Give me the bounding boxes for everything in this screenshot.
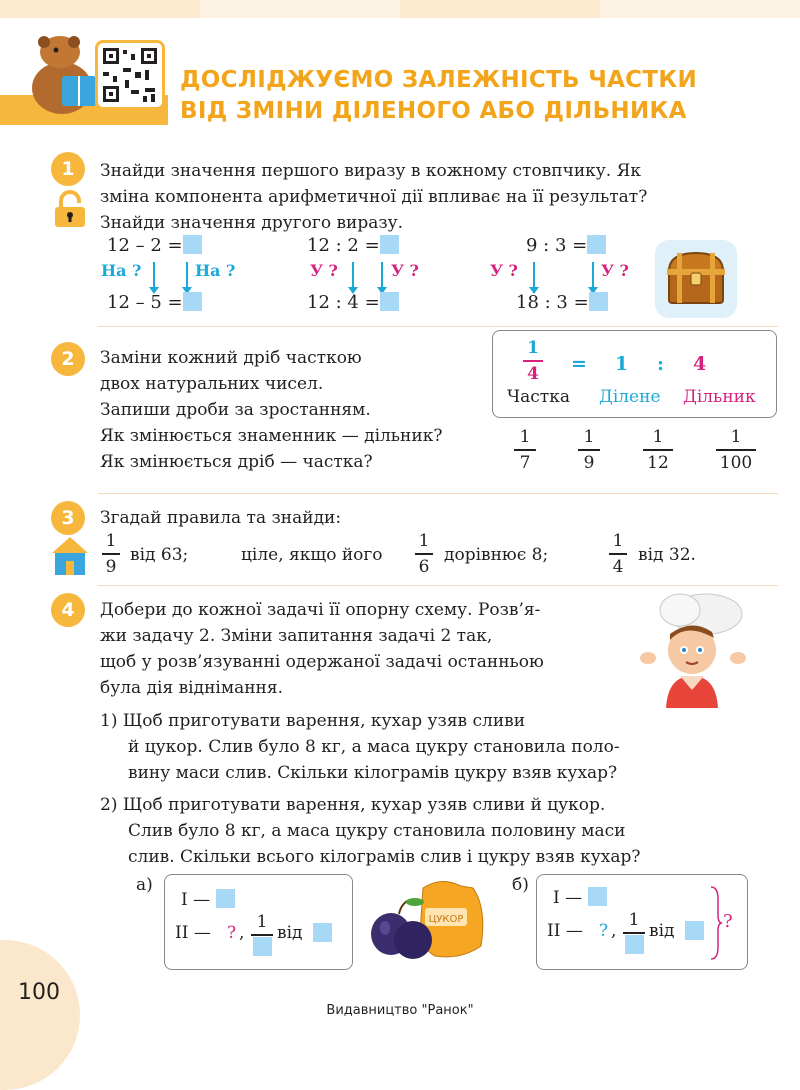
down-arrow [533,262,535,288]
top-bar-segment [600,0,800,18]
task-4-number: 4 [51,593,85,627]
scheme-question-mark: ? [599,921,609,941]
task-2-text-line: Запиши дроби за зростанням. [100,400,371,420]
fraction-bar [578,449,600,451]
legend-fraction-numerator: 1 [527,338,539,358]
fraction-numerator: 1 [105,531,117,551]
scheme-comma: , [611,921,617,941]
fraction-numerator: 1 [418,531,430,551]
legend-fraction-denominator: 4 [527,363,539,384]
arrow-label: У ? [601,261,629,280]
fraction-denominator: 9 [583,452,595,473]
scheme-a-label: а) [136,875,153,895]
answer-box[interactable] [313,923,332,942]
arrow-label: У ? [490,261,518,280]
fraction-bar [251,934,273,936]
scheme-line-2-prefix: II — [175,923,211,943]
fraction [716,426,756,474]
answer-box[interactable] [588,887,607,906]
scheme-from-box [313,923,332,943]
answer-box[interactable] [253,937,272,956]
fraction-denominator: 9 [105,556,117,577]
sugar-bag-label: ЦУКОР [428,914,464,925]
fraction-denominator: 6 [418,556,430,577]
fraction [578,426,600,474]
fraction-denominator: 4 [612,556,624,577]
divisor-label: Дільник [683,387,756,407]
answer-box[interactable] [183,235,202,254]
fraction-numerator: 1 [256,912,268,932]
task-4-text-line: Добери до кожної задачі її опорну схему. Розв’я- [100,600,541,620]
task-1-text-line: Знайди значення першого виразу в кожному стовпчику. Як [100,161,641,181]
fraction [514,426,536,474]
top-bar-segment [400,0,600,18]
fraction-denominator: 7 [519,452,531,473]
house-icon [50,535,90,577]
legend-dividend: 1 [615,353,629,375]
task-2-text-line: двох натуральних чисел. [100,374,324,394]
expression-text: 18 : 3 = [516,292,589,313]
task-4-text-line: щоб у розв’язуванні одержаної задачі останньою [100,652,544,672]
expression-bottom [307,292,399,313]
fraction-numerator: 1 [519,427,531,447]
fraction-numerator: 1 [730,427,742,447]
scheme-from-box [685,921,704,941]
scheme-line-1 [553,887,607,908]
section-divider [98,493,778,494]
qr-code-icon [101,46,159,104]
top-bar-segment [0,0,200,18]
task-1-text-line: зміна компонента арифметичної дії впливає на її результат? [100,187,648,207]
arrow-label: У ? [391,261,419,280]
answer-box[interactable] [216,889,235,908]
scheme-line-1 [181,889,235,910]
fraction-bar [623,932,645,934]
fraction-denominator-box [623,935,645,957]
expression-bottom [516,292,608,313]
expression-text: 12 : 2 = [307,235,380,256]
scheme-from-text: від [277,923,303,943]
problem-1-line: й цукор. Слив було 8 кг, а маса цукру становила поло- [128,737,620,757]
scheme-a-card [164,874,353,970]
task-4-text-line: була дія віднімання. [100,678,283,698]
legend-divisor: 4 [693,353,707,375]
task-3-text: Згадай правила та знайди: [100,508,342,528]
qr-code[interactable] [95,40,165,110]
answer-box[interactable] [587,235,606,254]
fraction-bar [716,449,756,451]
down-arrow [352,262,354,288]
treasure-chest-icon [663,247,729,309]
section-divider [98,585,778,586]
legend-fraction [523,337,543,385]
capybara-reading-icon [22,28,102,114]
fraction-numerator: 1 [612,531,624,551]
scheme-fraction [623,909,645,957]
fraction-denominator-box [251,937,273,959]
legend-colon: : [657,353,665,375]
task-1-text-line: Знайди значення другого виразу. [100,213,404,233]
expression-top [526,235,606,256]
scheme-question-mark: ? [227,923,237,943]
quotient-legend-card [492,330,777,418]
fraction-bar [609,553,627,555]
arrow-label: У ? [310,261,338,280]
section-divider [98,326,778,327]
arrow-label: На ? [101,261,142,280]
task-3-part-text: від 63; [130,545,189,565]
scheme-line-2-prefix: II — [547,921,583,941]
fraction-numerator: 1 [583,427,595,447]
chef-boy-icon [636,588,754,708]
task-2-text-line: Як змінюється дріб — частка? [100,452,373,472]
problem-2-line: 2) Щоб приготувати варення, кухар узяв сливи й цукор. [100,795,606,815]
curly-brace-icon [709,885,723,961]
task-4-text-line: жи задачу 2. Зміни запитання задачі 2 так, [100,626,493,646]
expression-text: 12 – 2 = [107,235,183,256]
fraction-denominator: 100 [719,452,753,473]
expression-text: 12 – 5 = [107,292,183,313]
page-number: 100 [18,980,60,1005]
lock-icon [52,190,88,230]
fraction [102,530,120,578]
answer-box[interactable] [380,292,399,311]
scheme-from-text: від [649,921,675,941]
problem-2-line: слив. Скільки всього кілограмів слив і цукру взяв кухар? [128,847,641,867]
fraction-numerator: 1 [628,910,640,930]
fraction-numerator: 1 [652,427,664,447]
dividend-label: Ділене [599,387,661,407]
fraction [643,426,673,474]
page-title-line-2: ВІД ЗМІНИ ДІЛЕНОГО АБО ДІЛЬНИКА [180,98,687,124]
down-arrow [381,262,383,288]
answer-box[interactable] [685,921,704,940]
scheme-line-1-text: I — [181,890,211,910]
expression-top [107,235,202,256]
scheme-b-card [536,874,748,970]
fraction-bar [415,553,433,555]
answer-box[interactable] [380,235,399,254]
task-2-text-line: Заміни кожний дріб часткою [100,348,362,368]
task-3-part-text: від 32. [638,545,696,565]
task-2-text-line: Як змінюється знаменник — дільник? [100,426,443,446]
fraction [609,530,627,578]
fraction-bar [102,553,120,555]
expression-bottom [107,292,202,313]
arrow-label: На ? [195,261,236,280]
page-title-line-1: ДОСЛІДЖУЄМО ЗАЛЕЖНІСТЬ ЧАСТКИ [180,67,698,93]
task-1-number: 1 [51,152,85,186]
answer-box[interactable] [589,292,608,311]
fraction [415,530,433,578]
answer-box[interactable] [183,292,202,311]
scheme-line-1-text: I — [553,888,583,908]
task-3-part-text: ціле, якщо його [241,545,383,565]
scheme-comma: , [239,923,245,943]
fraction-bar [523,360,543,362]
scheme-fraction [251,911,273,959]
down-arrow [186,262,188,288]
fraction-bar [514,449,536,451]
task-3-part-text: дорівнює 8; [444,545,549,565]
fraction-bar [643,449,673,451]
scheme-b-label: б) [512,875,529,895]
problem-1-line: 1) Щоб приготувати варення, кухар узяв сливи [100,711,526,731]
down-arrow [153,262,155,288]
fraction-denominator: 12 [647,452,669,473]
total-question-mark: ? [723,911,733,932]
problem-1-line: вину маси слив. Скільки кілограмів цукру взяв кухар? [128,763,618,783]
publisher-name: Видавництво "Ранок" [326,1003,474,1018]
task-2-number: 2 [51,342,85,376]
answer-box[interactable] [625,935,644,954]
task-3-number: 3 [51,501,85,535]
plums-and-sugar-icon [365,868,495,966]
quotient-label: Частка [507,387,570,407]
legend-equals: = [571,353,587,375]
expression-text: 12 : 4 = [307,292,380,313]
expression-text: 9 : 3 = [526,235,588,256]
expression-top [307,235,399,256]
problem-2-line: Слив було 8 кг, а маса цукру становила половину маси [128,821,626,841]
top-bar-segment [200,0,400,18]
down-arrow [592,262,594,288]
